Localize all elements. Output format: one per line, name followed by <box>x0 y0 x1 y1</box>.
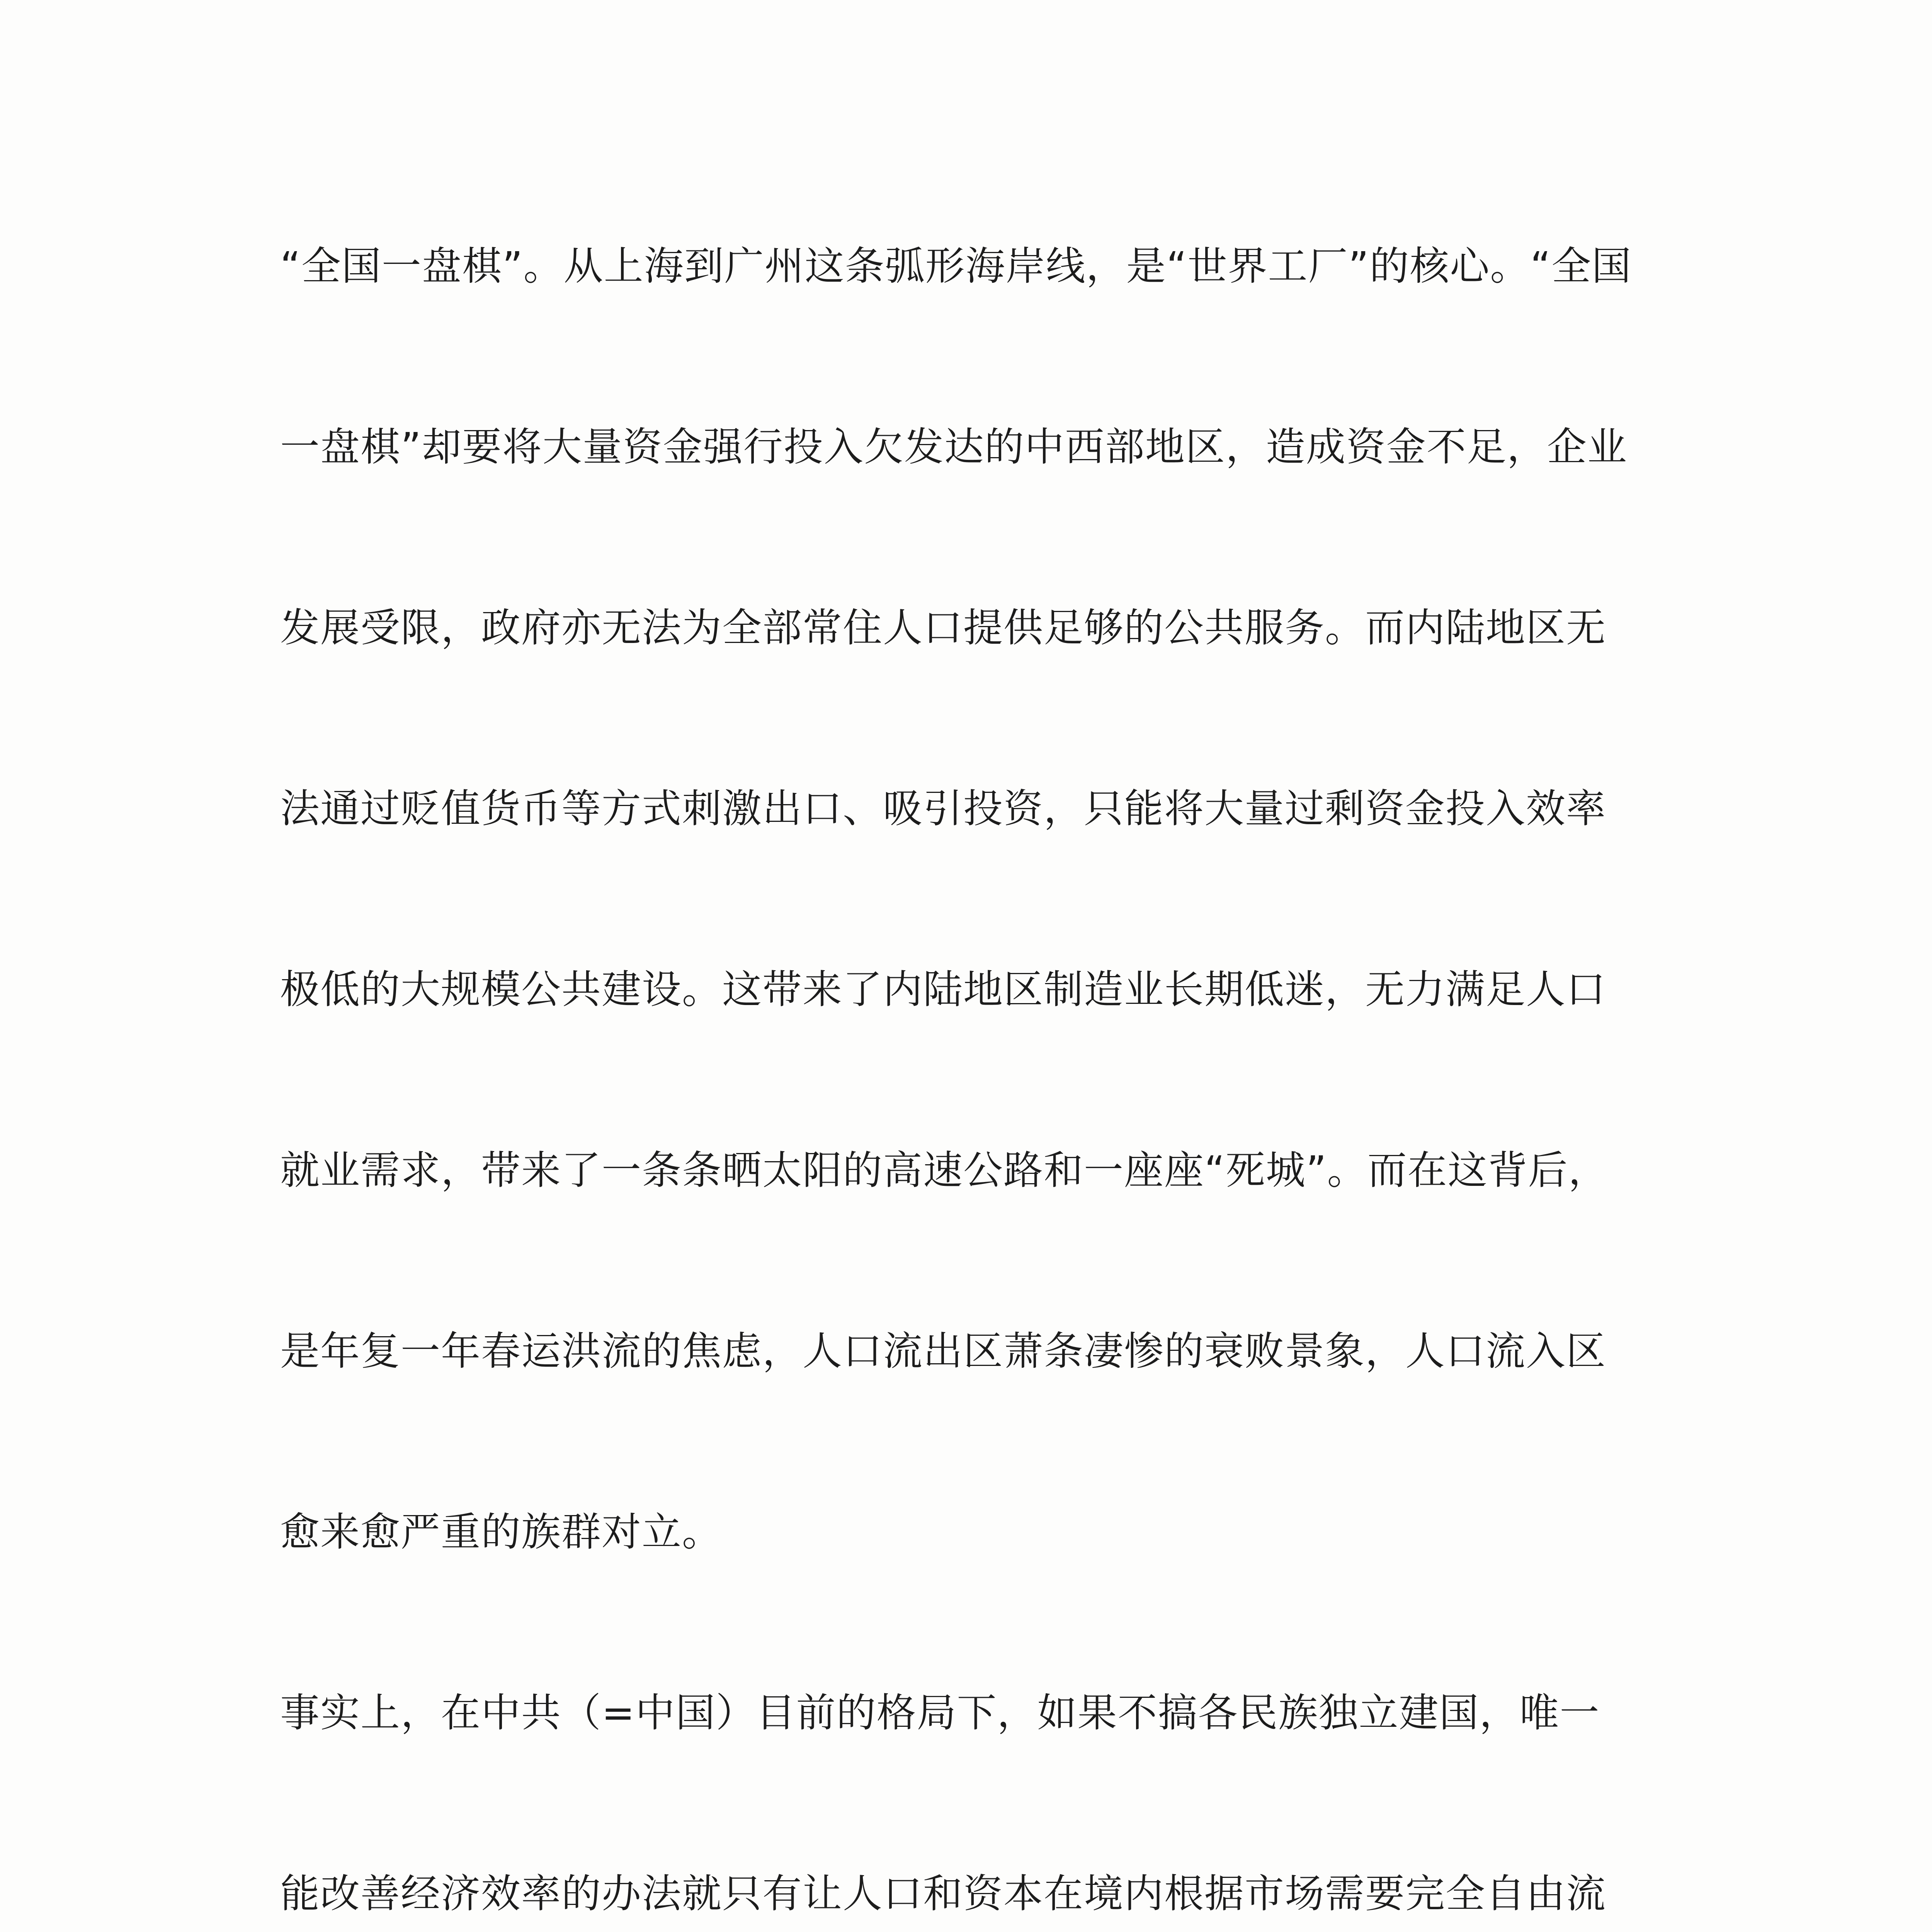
text-line: 能改善经济效率的办法就只有让人口和资本在境内根据市场需要完全自由流 <box>280 1871 1606 1917</box>
text-line: 愈来愈严重的族群对立。 <box>280 1509 722 1555</box>
text-line: 就业需求，带来了一条条晒太阳的高速公路和一座座“死城”。而在这背后， <box>280 1148 1609 1194</box>
text-line: 发展受限，政府亦无法为全部常住人口提供足够的公共服务。而内陆地区无 <box>280 605 1606 651</box>
text-line: 是年复一年春运洪流的焦虑，人口流出区萧条凄惨的衰败景象，人口流入区 <box>280 1328 1606 1374</box>
text-line: 事实上，在中共（=中国）目前的格局下，如果不搞各民族独立建国，唯一 <box>280 1690 1600 1736</box>
text-line: 法通过贬值货币等方式刺激出口、吸引投资，只能将大量过剩资金投入效率 <box>280 786 1606 832</box>
text-line: 极低的大规模公共建设。这带来了内陆地区制造业长期低迷，无力满足人口 <box>280 967 1606 1013</box>
text-line: “全国一盘棋”。从上海到广州这条弧形海岸线，是“世界工厂”的核心。“全国 <box>280 243 1632 289</box>
text-line: 一盘棋”却要将大量资金强行投入欠发达的中西部地区，造成资金不足，企业 <box>280 424 1628 470</box>
